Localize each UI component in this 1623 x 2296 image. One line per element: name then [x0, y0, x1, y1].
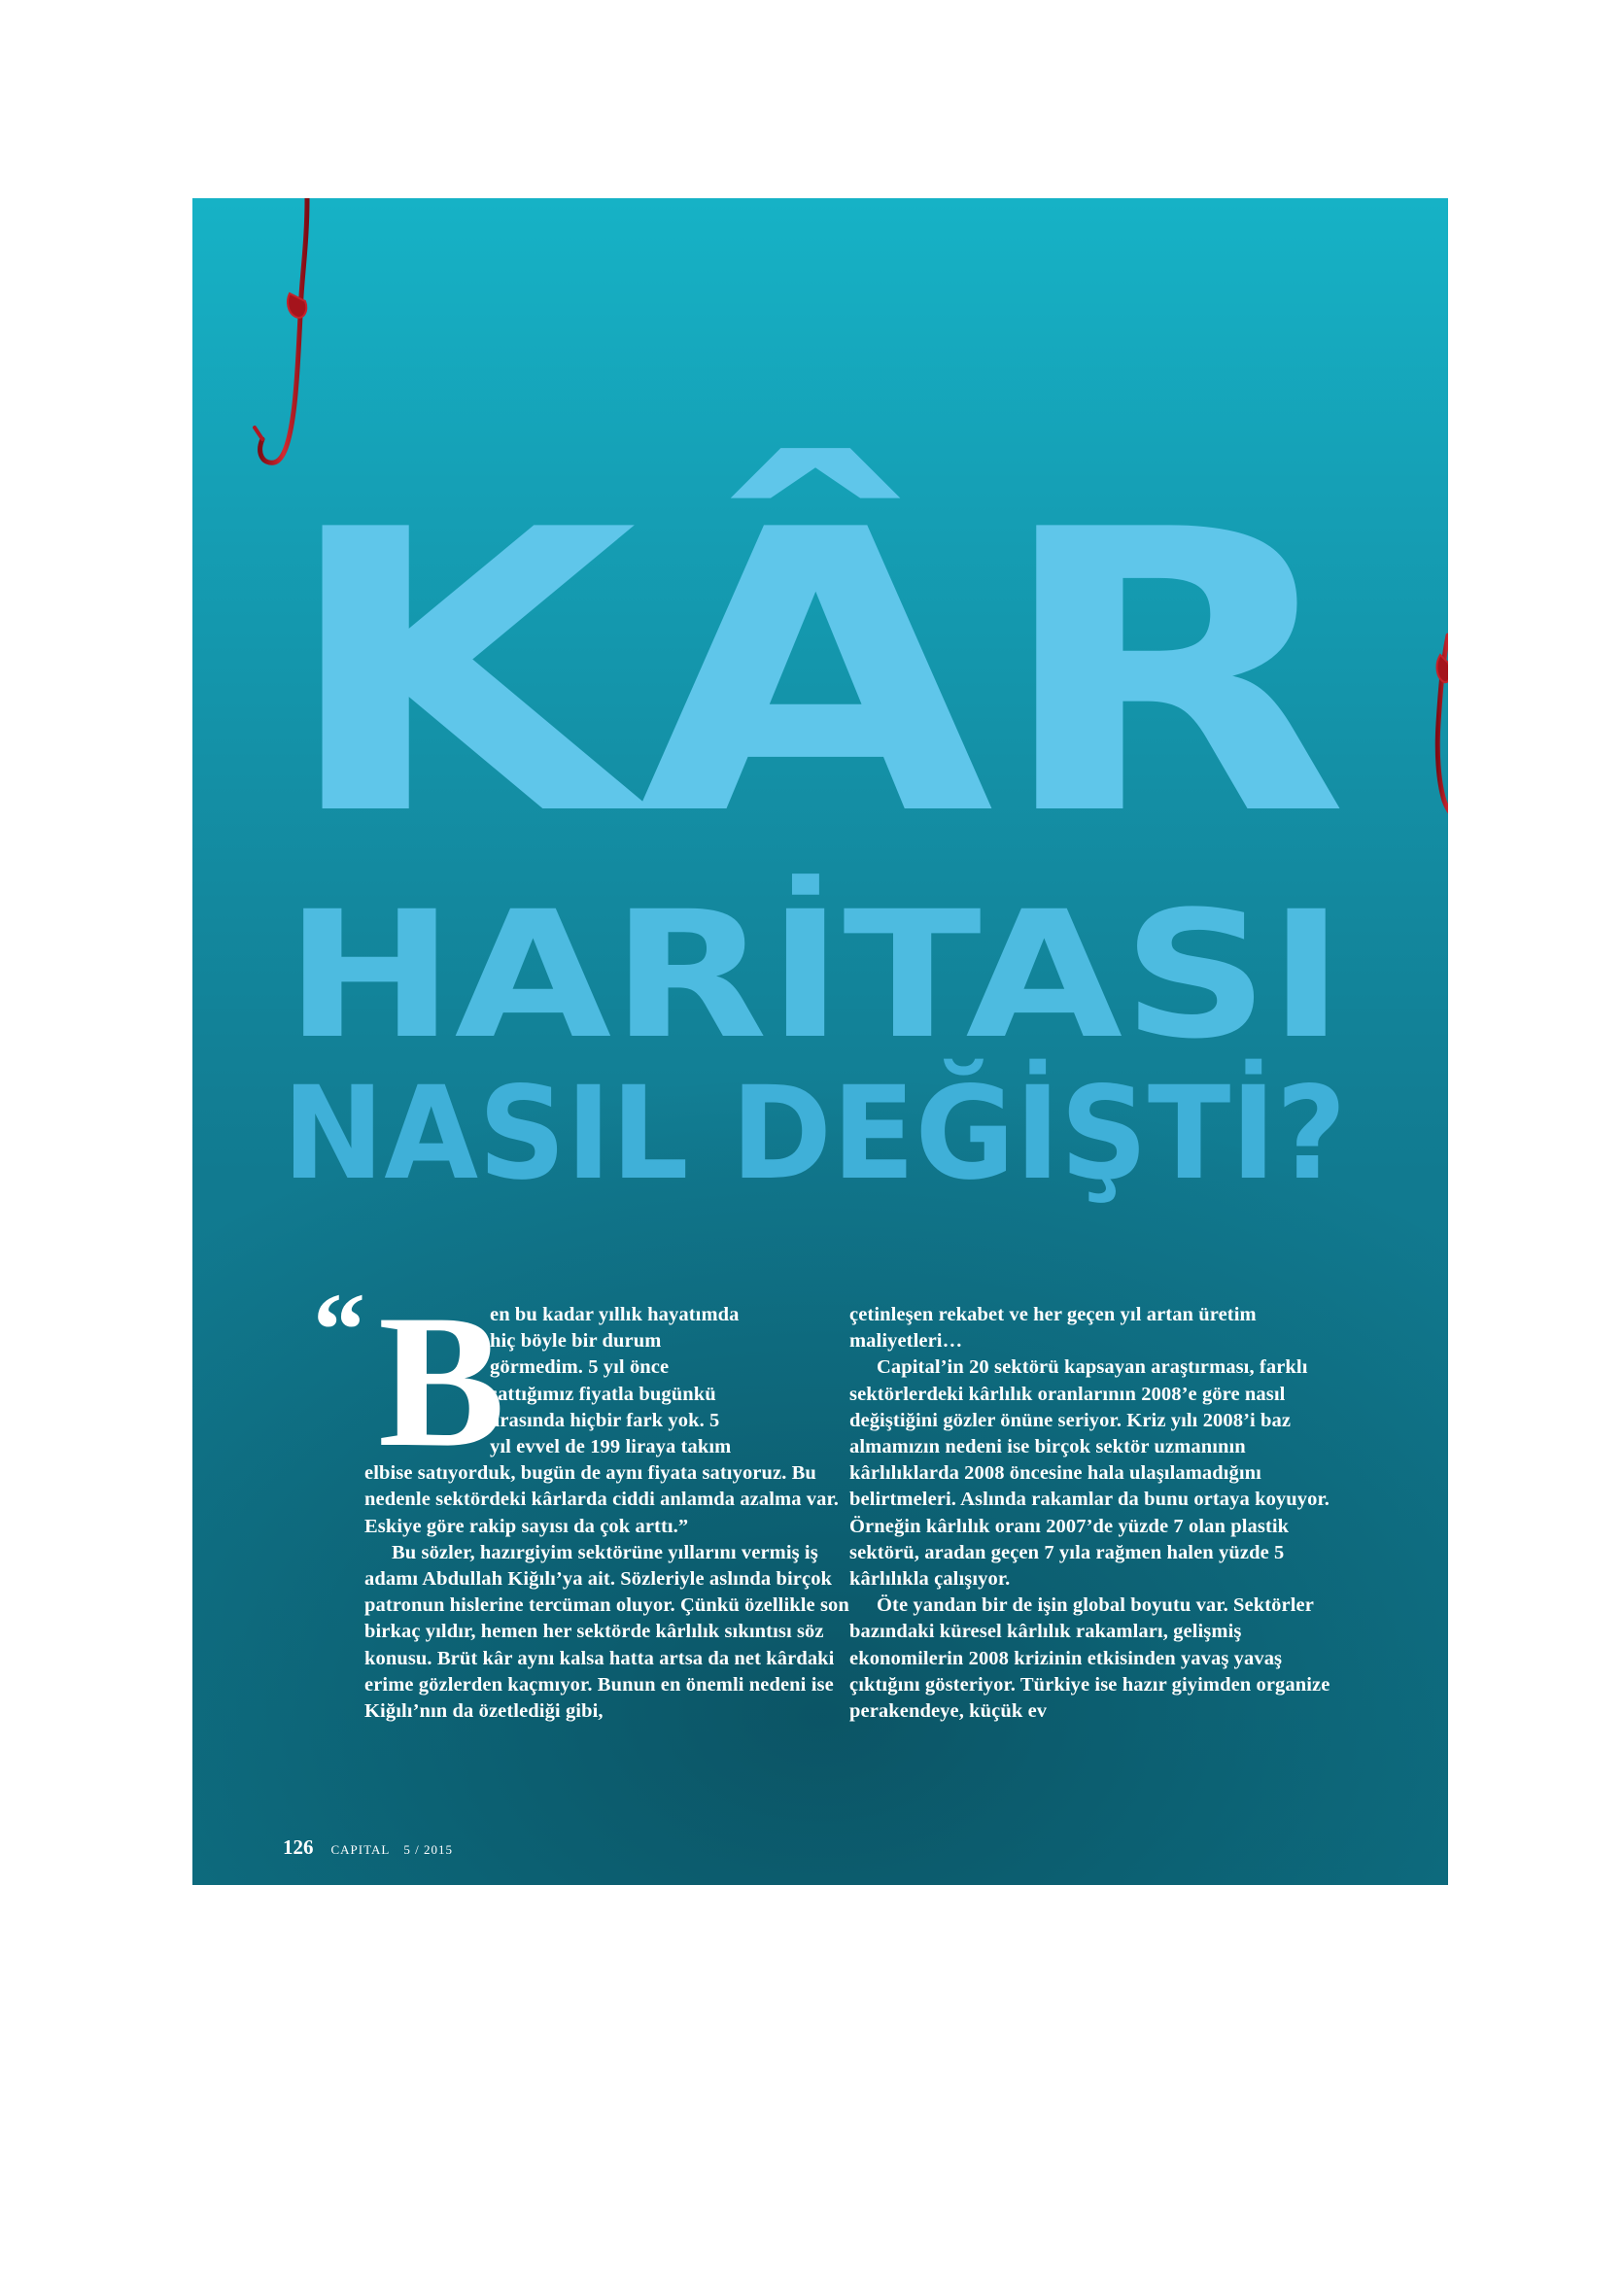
headline-line-2: HARİTASI	[285, 874, 1199, 1078]
lead-paragraph-rest: elbise satıyorduk, bugün de aynı fiyata satıyoruz. Bu nedenle sektördeki kârlarda ciddi anlamda azalma var. Eskiye göre rakip sayısı da çok arttı.”	[364, 1462, 840, 1537]
article-column-1	[364, 1302, 850, 1725]
body-paragraph: Bu sözler, hazırgiyim sektörüne yıllarını vermiş iş adamı Abdullah Kiğılı’ya ait. Sözleriyle aslında birçok patronun hislerine tercüman oluyor. Çünkü özellikle son birkaç yıldır, hemen her sektörde kârlılık sıkıntısı söz konusu. Brüt kâr aynı kalsa hatta artsa da net kârdaki erime gözlerden kaçmıyor. Bunun en önemli nedeni ise Kiğılı’nın da özetlediği gibi,	[364, 1541, 849, 1723]
magazine-page	[192, 198, 1448, 1885]
lead-lines	[364, 1302, 850, 1460]
lead-line: arasında hiçbir fark yok. 5	[490, 1409, 720, 1431]
body-paragraph: Öte yandan bir de işin global boyutu var. Sektörler bazındaki küresel kârlılık rakamları, gelişmiş ekonomilerin 2008 krizinin etkisinden yavaş yavaş çıktığını gösteriyor. Türkiye ise hazır giyimden organize perakendeye, küçük ev	[849, 1594, 1330, 1723]
article-column-2	[849, 1302, 1335, 1725]
fishing-hook-icon	[1437, 635, 1448, 815]
issue-date: 5 / 2015	[403, 1842, 453, 1857]
page-footer	[283, 1835, 453, 1860]
lead-line: görmedim. 5 yıl önce	[490, 1356, 670, 1379]
magazine-name: CAPITAL	[330, 1842, 391, 1857]
fishing-hook-icon	[255, 198, 307, 463]
lead-line: hiç böyle bir durum	[490, 1330, 662, 1353]
drop-cap: B	[378, 1276, 505, 1487]
body-paragraph: Capital’in 20 sektörü kapsayan araştırması, farklı sektörlerdeki kârlılık oranlarının 2008’e göre nasıl değiştiğini gözler önüne seriyor. Kriz yılı 2008’i baz almamızın nedeni ise birçok sektör uzmanının kârlılıklarda 2008 öncesine hala ulaşılamadığını belirtmeleri. Aslında rakamlar da bunu ortaya koyuyor. Örneğin kârlılık oranı 2007’de yüzde 7 olan plastik sektörü, aradan geçen 7 yıla rağmen halen yüzde 5 kârlılıkla çalışıyor.	[849, 1356, 1330, 1591]
body-paragraph: çetinleşen rekabet ve her geçen yıl artan üretim maliyetleri…	[849, 1304, 1257, 1353]
lead-line: sattığımız fiyatla bugünkü	[490, 1383, 716, 1405]
opening-quote-mark: “	[313, 1273, 365, 1388]
headline-line-1: KÂR	[280, 449, 1182, 901]
lead-line: yıl evvel de 199 liraya takım	[490, 1436, 732, 1458]
headline-line-3: NASIL DEĞİŞTİ?	[282, 1059, 1405, 1209]
page-number: 126	[283, 1835, 314, 1859]
lead-line: en bu kadar yıllık hayatımda	[490, 1304, 740, 1325]
